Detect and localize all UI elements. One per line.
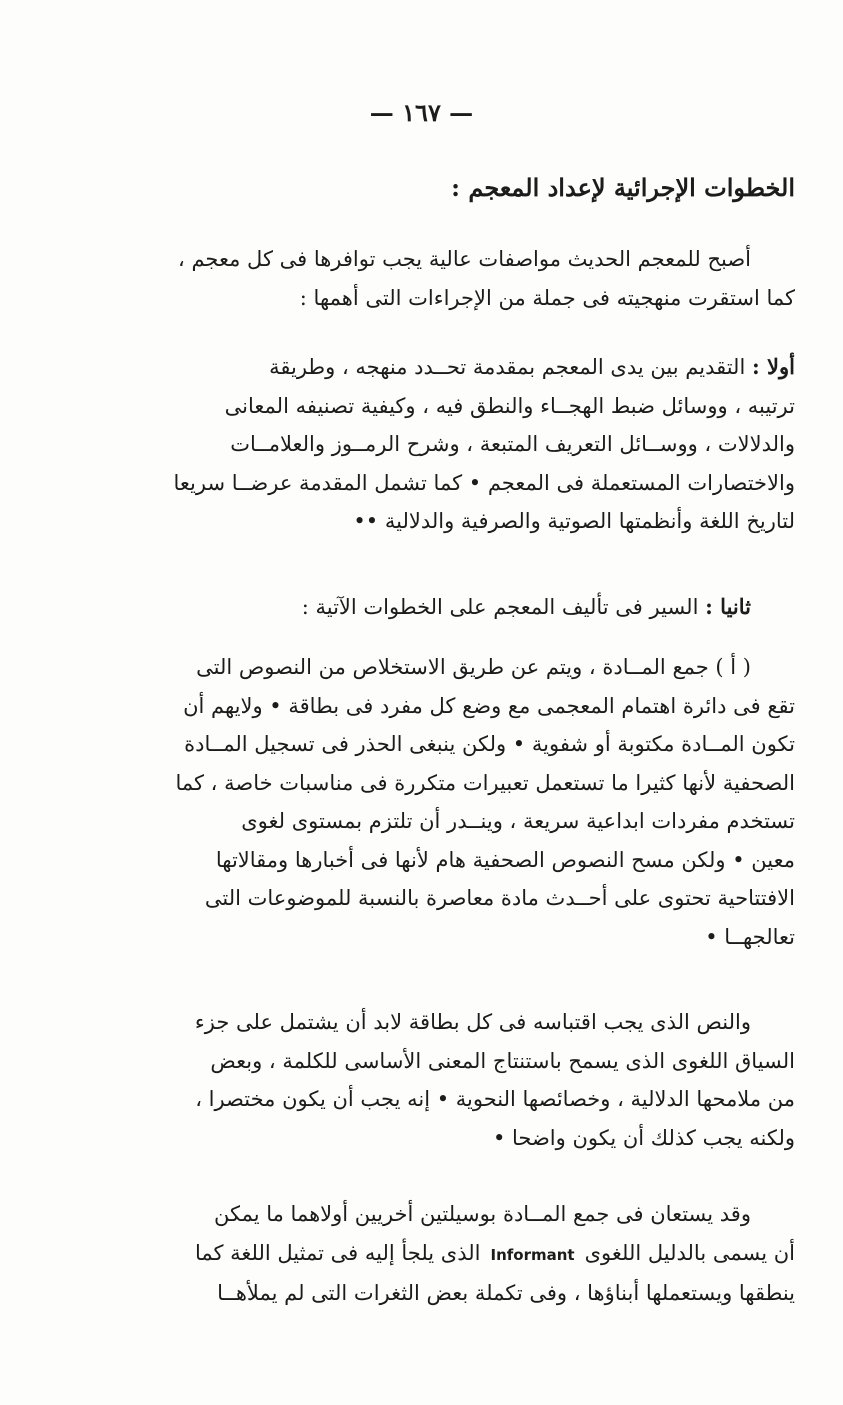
paragraph-line: أن يسمى بالدليل اللغوىInformantالذى يلجأ إليه فى تمثيل اللغة كما (194, 1240, 795, 1265)
paragraph-line: من ملامحها الدلالية ، وخصائصها النحوية • إنه يجب أن يكون مختصرا ، (195, 1087, 795, 1111)
paragraph-line: ينطقها ويستعملها أبناؤها ، وفى تكملة بعض الثغرات التى لم يملأهــا (217, 1281, 795, 1305)
paragraph-line: ثانيا : السير فى تأليف المعجم على الخطوات الآتية : (301, 594, 751, 619)
section-heading: الخطوات الإجرائية لإعداد المعجم : (451, 173, 795, 202)
paragraph-line: كما استقرت منهجيته فى جملة من الإجراءات التى أهمها : (299, 285, 795, 310)
paragraph-line: وقد يستعان فى جمع المــادة بوسيلتين أخريين أولاهما ما يمكن (213, 1202, 751, 1226)
paragraph-line: أصبح للمعجم الحديث مواصفات عالية يجب توافرها فى كل معجم ، (178, 247, 751, 271)
latin-term: Informant (490, 1245, 575, 1264)
paragraph-line: تكون المــادة مكتوبة أو شفوية • ولكن ينبغى الحذر فى تسجيل المــادة (184, 732, 795, 756)
paragraph-line: معين • ولكن مسح النصوص الصحفية هام لأنها فى أخبارها ومقالاتها (215, 847, 795, 872)
paragraph-line: والنص الذى يجب اقتباسه فى كل بطاقة لابد أن يشتمل على جزء (194, 1010, 751, 1034)
paragraph-card-text (100, 1003, 795, 1157)
step-label: أولا : (751, 354, 795, 379)
paragraph-informant (100, 1195, 795, 1313)
paragraph-line: والاختصارات المستعملة فى المعجم • كما تشمل المقدمة عرضــا سريعا (173, 470, 795, 495)
paragraph-second-step (100, 588, 795, 627)
paragraph-line: ترتيبه ، ووسائل ضبط الهجــاء والنطق فيه ، وكيفية تصنيفه المعانى (224, 393, 795, 418)
paragraph-intro (100, 240, 795, 317)
page-number: — ١٦٧ — (369, 98, 474, 127)
paragraph-line: ولكنه يجب كذلك أن يكون واضحا • (492, 1125, 795, 1150)
paragraph-line: السياق اللغوى الذى يسمح باستنتاج المعنى الأساسى للكلمة ، وبعض (210, 1048, 795, 1073)
paragraph-line: أولا : التقديم بين يدى المعجم بمقدمة تحــدد منهجه ، وطريقة (269, 354, 795, 379)
paragraph-collection (100, 648, 795, 956)
paragraph-line: ( أ ) جمع المــادة ، ويتم عن طريق الاستخلاص من النصوص التى (196, 655, 751, 679)
paragraph-first-step (100, 348, 795, 541)
step-label: ثانيا : (705, 594, 751, 619)
paragraph-line: تقع فى دائرة اهتمام المعجمى مع وضع كل مفرد فى بطاقة • ولايهم أن (183, 693, 795, 718)
paragraph-line: تستخدم مفردات ابداعية سريعة ، وينــدر أن تلتزم بمستوى لغوى (241, 809, 795, 833)
paragraph-line: الافتتاحية تحتوى على أحــدث مادة معاصرة بالنسبة للموضوعات التى (204, 886, 795, 910)
paragraph-line: والدلالات ، ووســائل التعريف المتبعة ، وشرح الرمــوز والعلامــات (230, 432, 795, 456)
paragraph-line: لتاريخ اللغة وأنظمتها الصوتية والصرفية والدلالية •• (353, 509, 795, 533)
paragraph-line: الصحفية لأنها كثيرا ما تستعمل تعبيرات متكررة فى مناسبات خاصة ، كما (175, 770, 795, 795)
paragraph-line: تعالجهــا • (705, 924, 795, 949)
